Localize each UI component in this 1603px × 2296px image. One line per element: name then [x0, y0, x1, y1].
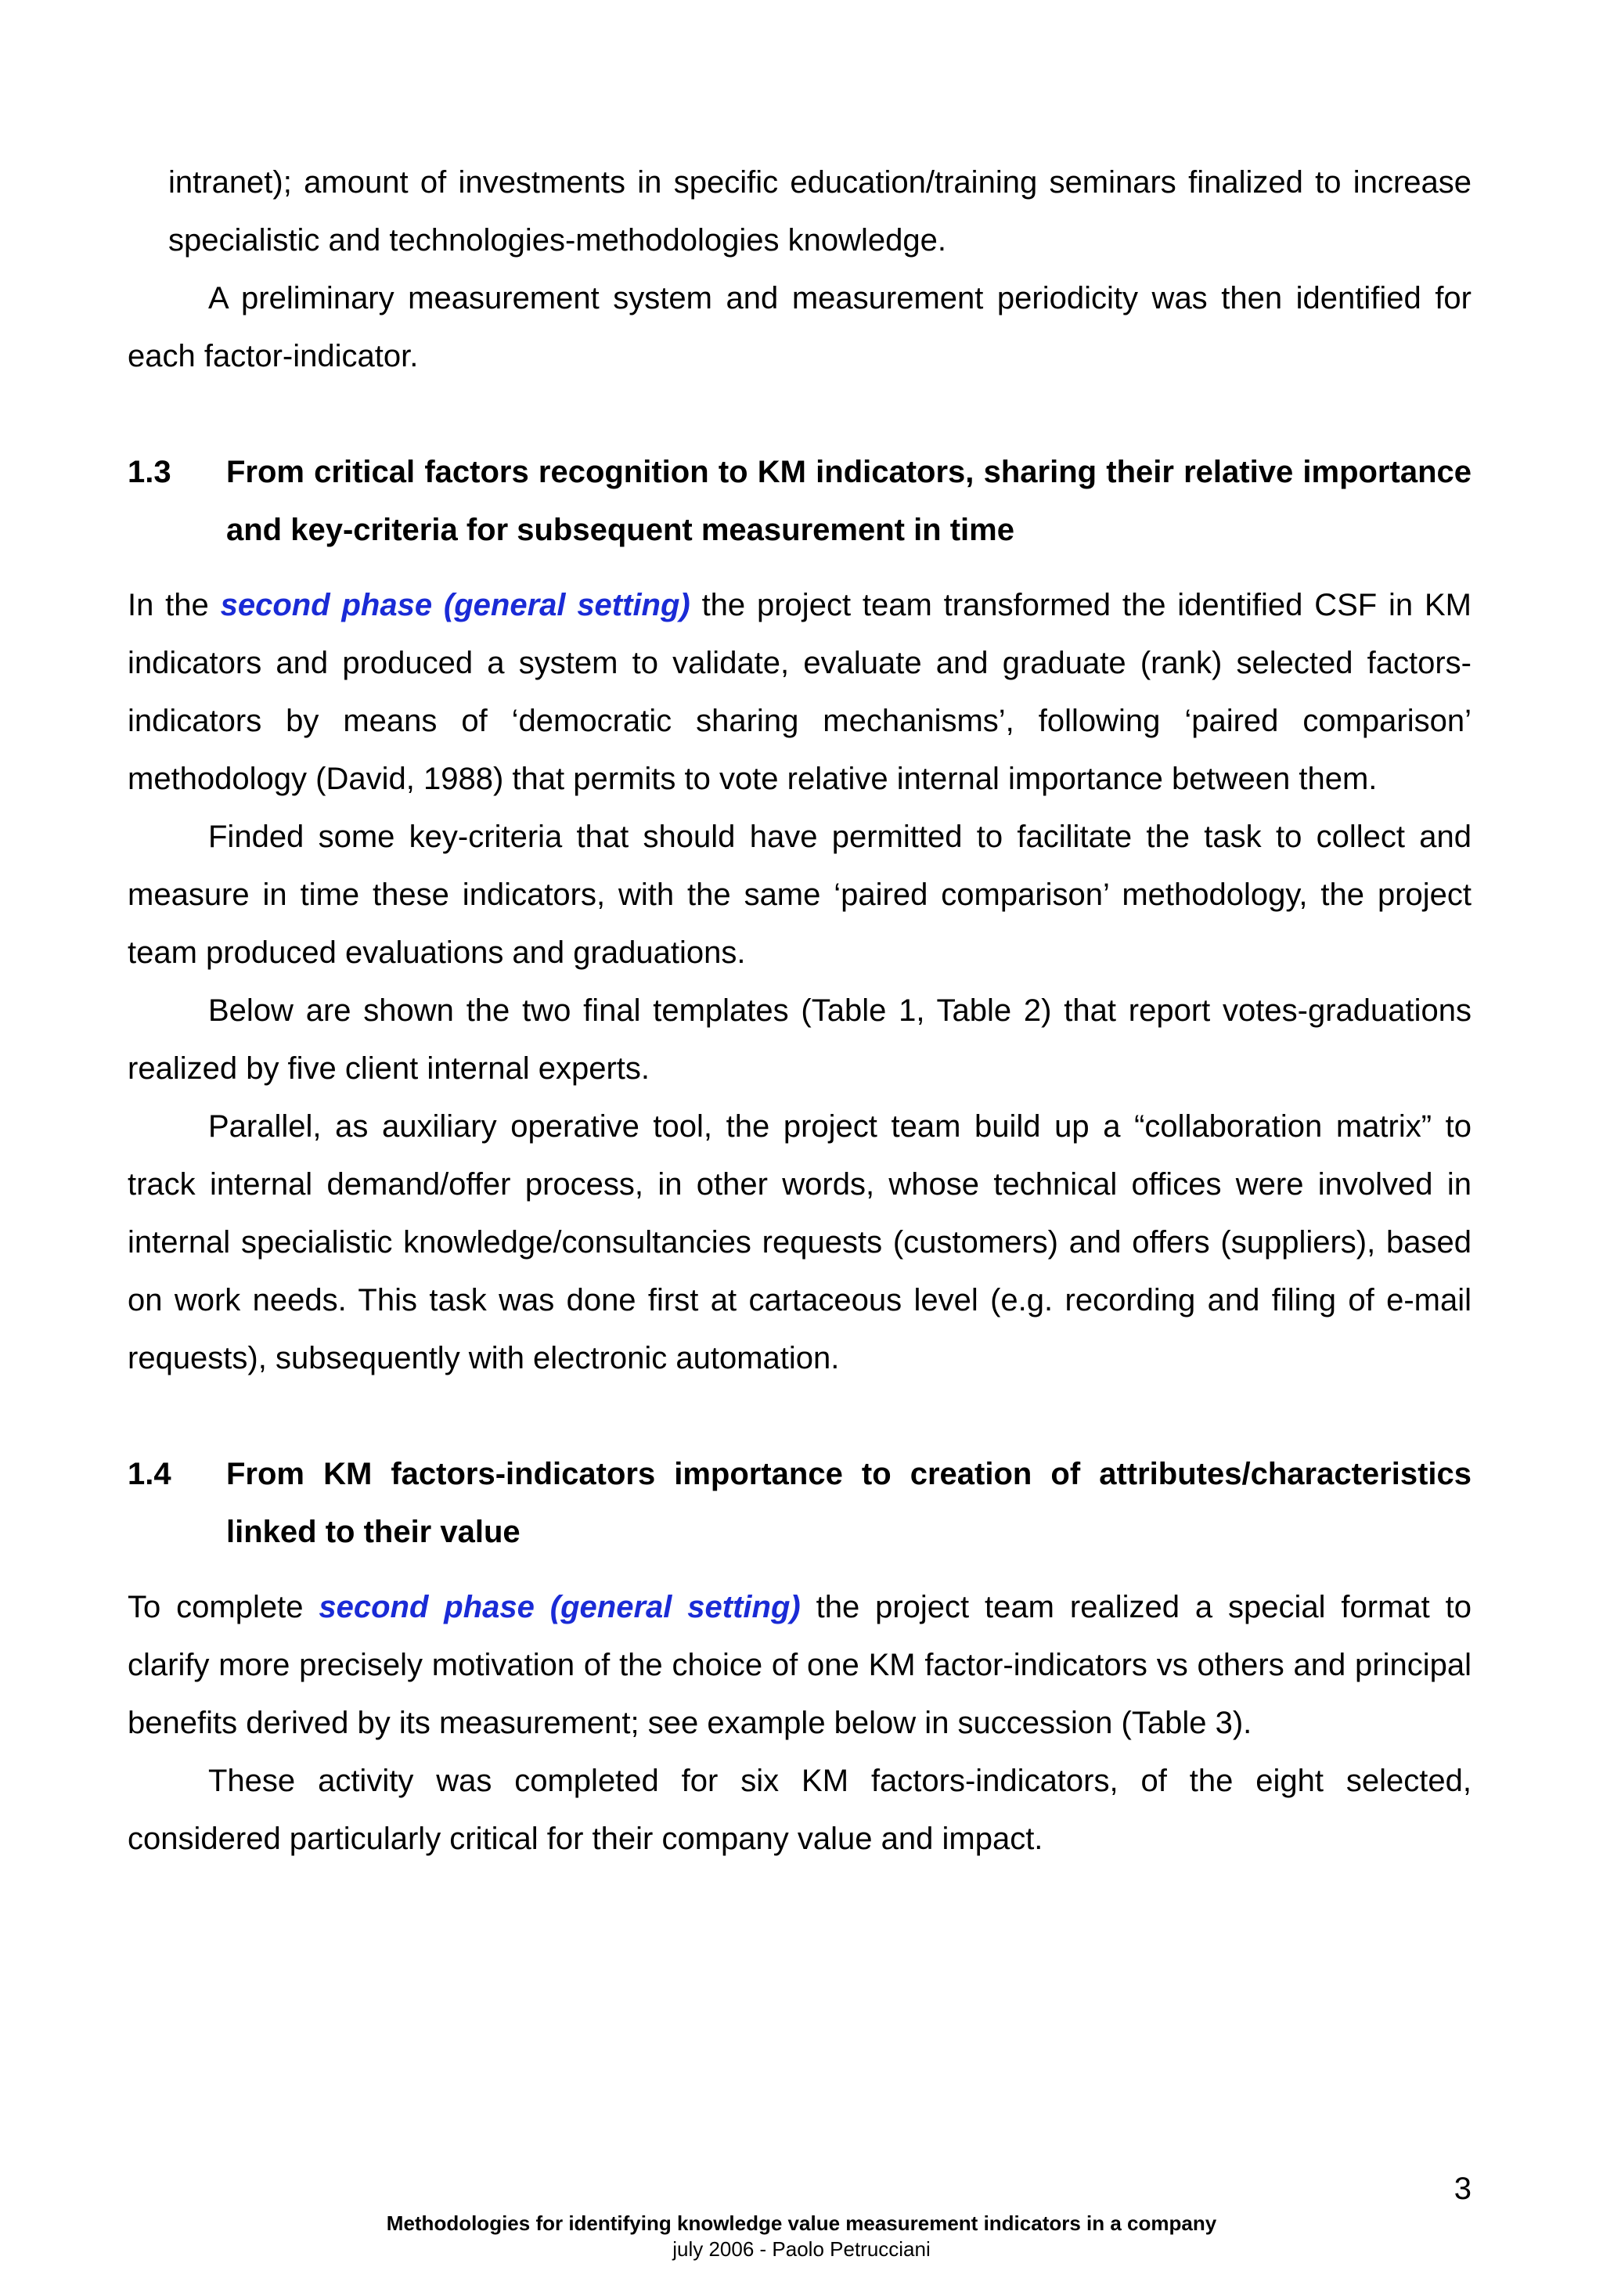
- paragraph-text: In the: [128, 588, 221, 622]
- paragraph-six-indicators: These activity was completed for six KM factors-indicators, of the eight selected, considered particularly critical for their company value and impact.: [128, 1764, 1472, 1856]
- paragraph-key-criteria: Finded some key-criteria that should have permitted to facilitate the task to collect and measure in time these indicators, with the same ‘paired comparison’ methodology, the project team produced evaluations and graduations.: [128, 820, 1472, 970]
- section-title: From KM factors-indicators importance to creation of attributes/characteristics linked to their value: [226, 1457, 1472, 1549]
- paragraph-collaboration-matrix: Parallel, as auxiliary operative tool, the project team build up a “collaboration matrix” to track internal demand/offer process, in other words, whose technical offices were involved in internal specialistic knowledge/consultancies requests (customers) and offers (suppliers), based on work needs. This task was done first at cartaceous level (e.g. recording and filing of e-mail requests), subsequently with electronic automation.: [128, 1109, 1472, 1375]
- paragraph-second-phase-intro: [128, 576, 1472, 808]
- page-body: [128, 153, 1472, 1868]
- paragraph-preliminary-measurement: A preliminary measurement system and measurement periodicity was then identified for each factor-indicator.: [128, 281, 1472, 373]
- emphasis-phrase: second phase (general setting): [319, 1590, 801, 1624]
- section-number: 1.3: [128, 455, 171, 489]
- paragraph-text: To complete: [128, 1590, 319, 1624]
- section-heading-1-3: [128, 443, 1472, 559]
- footer-title: Methodologies for identifying knowledge value measurement indicators in a company: [386, 2211, 1217, 2235]
- paragraph-text: the project team realized a special format to clarify more precisely motivation of the choice of one KM factor-indicators vs others and principal benefits derived by its measurement; see example below in succession (Table 3).: [128, 1590, 1472, 1740]
- emphasis-phrase: second phase (general setting): [220, 588, 690, 622]
- footer-author-date: july 2006 - Paolo Petrucciani: [672, 2237, 931, 2261]
- paragraph-final-templates: Below are shown the two final templates (Table 1, Table 2) that report votes-graduations realized by five client internal experts.: [128, 993, 1472, 1086]
- section-title: From critical factors recognition to KM indicators, sharing their relative importance and key-criteria for subsequent measurement in time: [226, 455, 1472, 547]
- paragraph-continuation: intranet); amount of investments in specific education/training seminars finalized to increase specialistic and technologies-methodologies knowledge.: [168, 165, 1472, 258]
- paragraph-text: the project team transformed the identified CSF in KM indicators and produced a system to validate, evaluate and graduate (rank) selected factors-indicators by means of ‘democratic sharing mechanisms’, following ‘paired comparison’ methodology (David, 1988) that permits to vote relative internal importance between them.: [128, 588, 1472, 796]
- section-heading-1-4: [128, 1445, 1472, 1561]
- page-footer: [0, 2210, 1603, 2262]
- paragraph-special-format: [128, 1578, 1472, 1752]
- section-number: 1.4: [128, 1457, 171, 1491]
- page-number: 3: [1454, 2172, 1472, 2206]
